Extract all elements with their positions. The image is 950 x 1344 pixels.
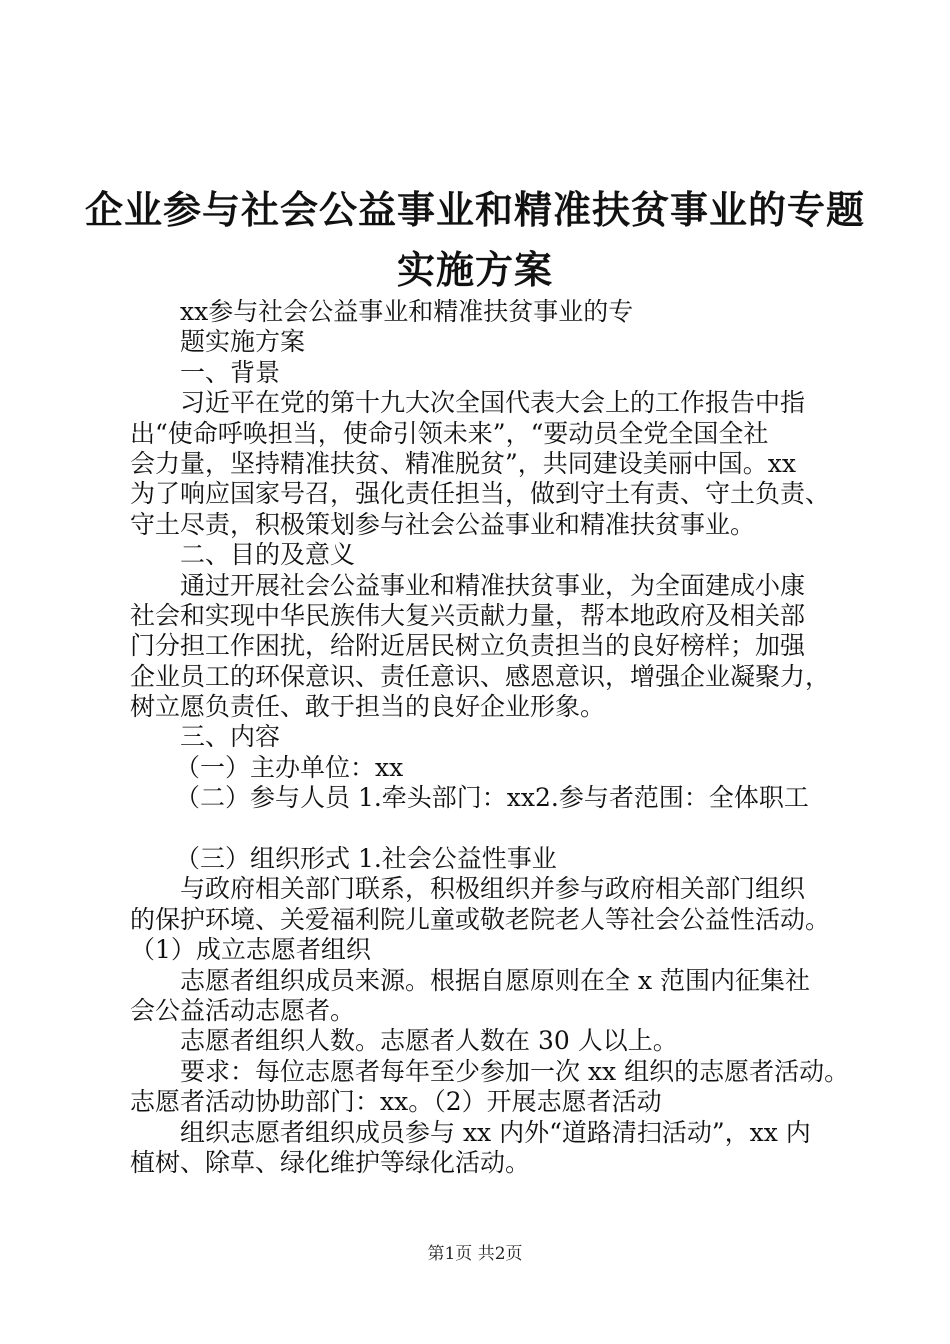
body-line: 组织志愿者组织成员参与 xx 内外“道路清扫活动”，xx 内 [180,1117,811,1147]
body-line: （1）成立志愿者组织 [130,935,371,965]
section-heading: 三、内容 [180,722,281,752]
body-line: 志愿者活动协助部门：xx。（2）开展志愿者活动 [130,1087,662,1117]
body-line: 会公益活动志愿者。 [130,995,356,1025]
body-line: 为了响应国家号召，强化责任担当，做到守土有责、守土负责、 [130,479,831,509]
body-line: 通过开展社会公益事业和精准扶贫事业，为全面建成小康 [180,570,806,600]
body-line: （二）参与人员 1.牵头部门：xx2.参与者范围：全体职工 [175,783,809,813]
body-line: 植树、除草、绿化维护等绿化活动。 [130,1147,531,1177]
body-line: 门分担工作困扰，给附近居民树立负责担当的良好榜样；加强 [130,631,806,661]
body-line: 志愿者组织成员来源。根据自愿原则在全 x 范围内征集社 [180,965,810,995]
body-line: 出“使命呼唤担当，使命引领未来”，“要动员全党全国全社 [130,418,769,448]
body-line: 习近平在党的第十九大次全国代表大会上的工作报告中指 [180,388,806,418]
body-line: （三）组织形式 1.社会公益性事业 [175,844,557,874]
section-heading: 二、目的及意义 [180,540,356,570]
body-line: 志愿者组织人数。志愿者人数在 30 人以上。 [180,1026,678,1056]
body-line: 守土尽责，积极策划参与社会公益事业和精准扶贫事业。 [130,509,756,539]
blank-line [130,814,850,844]
body-line: 会力量，坚持精准扶贫、精准脱贫”，共同建设美丽中国。xx [130,448,796,478]
page-number-footer: 第1页 共2页 [427,1244,523,1264]
body-line: 与政府相关部门联系，积极组织并参与政府相关部门组织 [180,874,806,904]
body-line: （一）主办单位：xx [175,752,404,782]
body-line: 社会和实现中华民族伟大复兴贡献力量，帮本地政府及相关部 [130,600,806,630]
body-line: 题实施方案 [180,327,306,357]
document-title-line-1: 企业参与社会公益事业和精准扶贫事业的专题 [84,188,865,232]
document-title-line-2: 实施方案 [396,248,553,292]
body-line: 企业员工的环保意识、责任意识、感恩意识，增强企业凝聚力， [130,661,831,691]
body-line: 要求：每位志愿者每年至少参加一次 xx 组织的志愿者活动。 [180,1056,850,1086]
body-line: xx参与社会公益事业和精准扶贫事业的专 [180,297,634,326]
document-body [130,297,850,1178]
section-heading: 一、背景 [180,357,281,387]
body-line: 的保护环境、关爱福利院儿童或敬老院老人等社会公益性活动。 [130,904,831,934]
body-line: 树立愿负责任、敢于担当的良好企业形象。 [130,692,606,722]
